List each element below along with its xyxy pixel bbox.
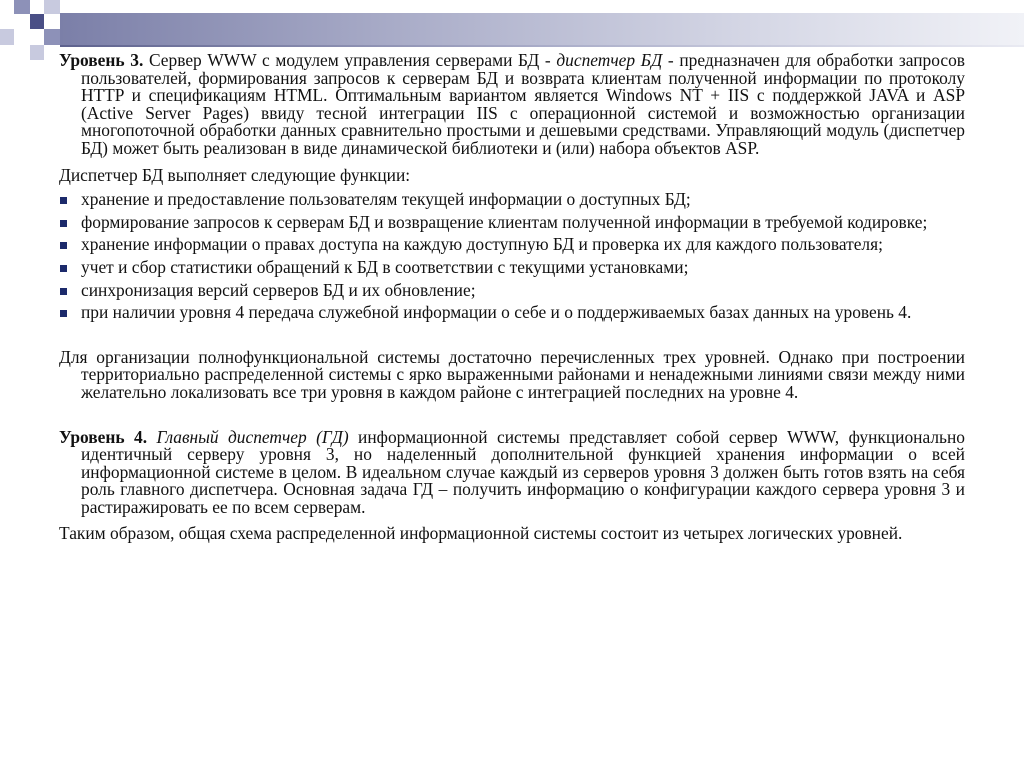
list-item-text: синхронизация версий серверов БД и их обновление; xyxy=(81,279,476,300)
deco-square-6 xyxy=(30,45,44,60)
level3-text-1: Сервер WWW с модулем управления серверами БД - xyxy=(143,50,557,70)
square-bullet-icon xyxy=(60,197,67,204)
list-item xyxy=(59,191,965,209)
list-item xyxy=(59,211,965,232)
deco-square-1 xyxy=(14,0,30,14)
level3-label: Уровень 3. xyxy=(59,50,144,70)
square-bullet-icon xyxy=(60,220,67,227)
deco-square-2 xyxy=(44,0,60,14)
square-bullet-icon xyxy=(60,265,67,272)
level4-paragraph xyxy=(59,426,965,517)
deco-square-4 xyxy=(0,29,14,45)
list-item xyxy=(59,236,965,254)
header-band-line xyxy=(60,45,1024,47)
slide-content xyxy=(59,52,965,543)
level3-italic-term: диспетчер БД xyxy=(556,50,663,70)
level4-italic-term: Главный диспетчер (ГД) xyxy=(156,426,349,447)
list-item xyxy=(59,304,965,322)
level3-text-2: - предназначен для обработки запросов пользователей, формирования запросов к серверам БД и возврата клиентам полученной информации по протоколу HTTP и спецификациям HTML. Оптимальным вариантом является Windows NT + IIS с поддержкой JAVA и ASP (Active Server Pages) ввиду тесной интеграции IIS с операционной системой и возможностью организации многопоточной обработки данных сравнительно простыми и дешевыми средствами. Управляющий модуль (диспетчер БД) может быть реализован в виде динамической библиотеки и (или) набора объектов ASP. xyxy=(81,50,965,158)
list-item xyxy=(59,279,965,300)
level3-paragraph xyxy=(59,52,965,158)
list-item-text: хранение информации о правах доступа на каждую доступную БД и проверка их для каждого пользователя; xyxy=(81,234,883,255)
deco-square-5 xyxy=(44,29,60,45)
header-band xyxy=(60,13,1024,45)
organization-paragraph: Для организации полнофункциональной системы достаточно перечисленных трех уровней. Однако при построении территориально распределенной системы с ярко выраженными районами и ненадежными линиями связи между ними желательно локализовать все три уровня в каждом районе с интеграцией последних на уровне 4. xyxy=(59,346,965,402)
list-item-text: хранение и предоставление пользователям текущей информации о доступных БД; xyxy=(81,189,691,210)
list-item-text: формирование запросов к серверам БД и возвращение клиентам полученной информации в требуемой кодировке; xyxy=(81,211,928,232)
square-bullet-icon xyxy=(60,288,67,295)
deco-square-3 xyxy=(30,14,44,29)
list-item xyxy=(59,256,965,277)
level4-text: информационной системы представляет собой сервер WWW, функционально идентичный серверу уровня 3, но наделенный дополнительной функцией хранения информации о всей информационной системе в целом. В идеальном случае каждый из серверов уровня 3 должен быть готов взять на себя роль главного диспетчера. Основная задача ГД – получить информацию о конфигурации каждого сервера уровня 3 и растиражировать ее по всем серверам. xyxy=(81,426,965,517)
square-bullet-icon xyxy=(60,310,67,317)
square-bullet-icon xyxy=(60,242,67,249)
level4-label: Уровень 4. xyxy=(59,426,148,447)
list-item-text: при наличии уровня 4 передача служебной информации о себе и о поддерживаемых базах данных на уровень 4. xyxy=(81,302,912,323)
functions-intro: Диспетчер БД выполняет следующие функции: xyxy=(59,164,411,185)
functions-list xyxy=(59,191,965,322)
list-item-text: учет и сбор статистики обращений к БД в соответствии с текущими установками; xyxy=(81,256,689,277)
conclusion-paragraph: Таким образом, общая схема распределенной информационной системы состоит из четырех логических уровней. xyxy=(59,523,903,544)
